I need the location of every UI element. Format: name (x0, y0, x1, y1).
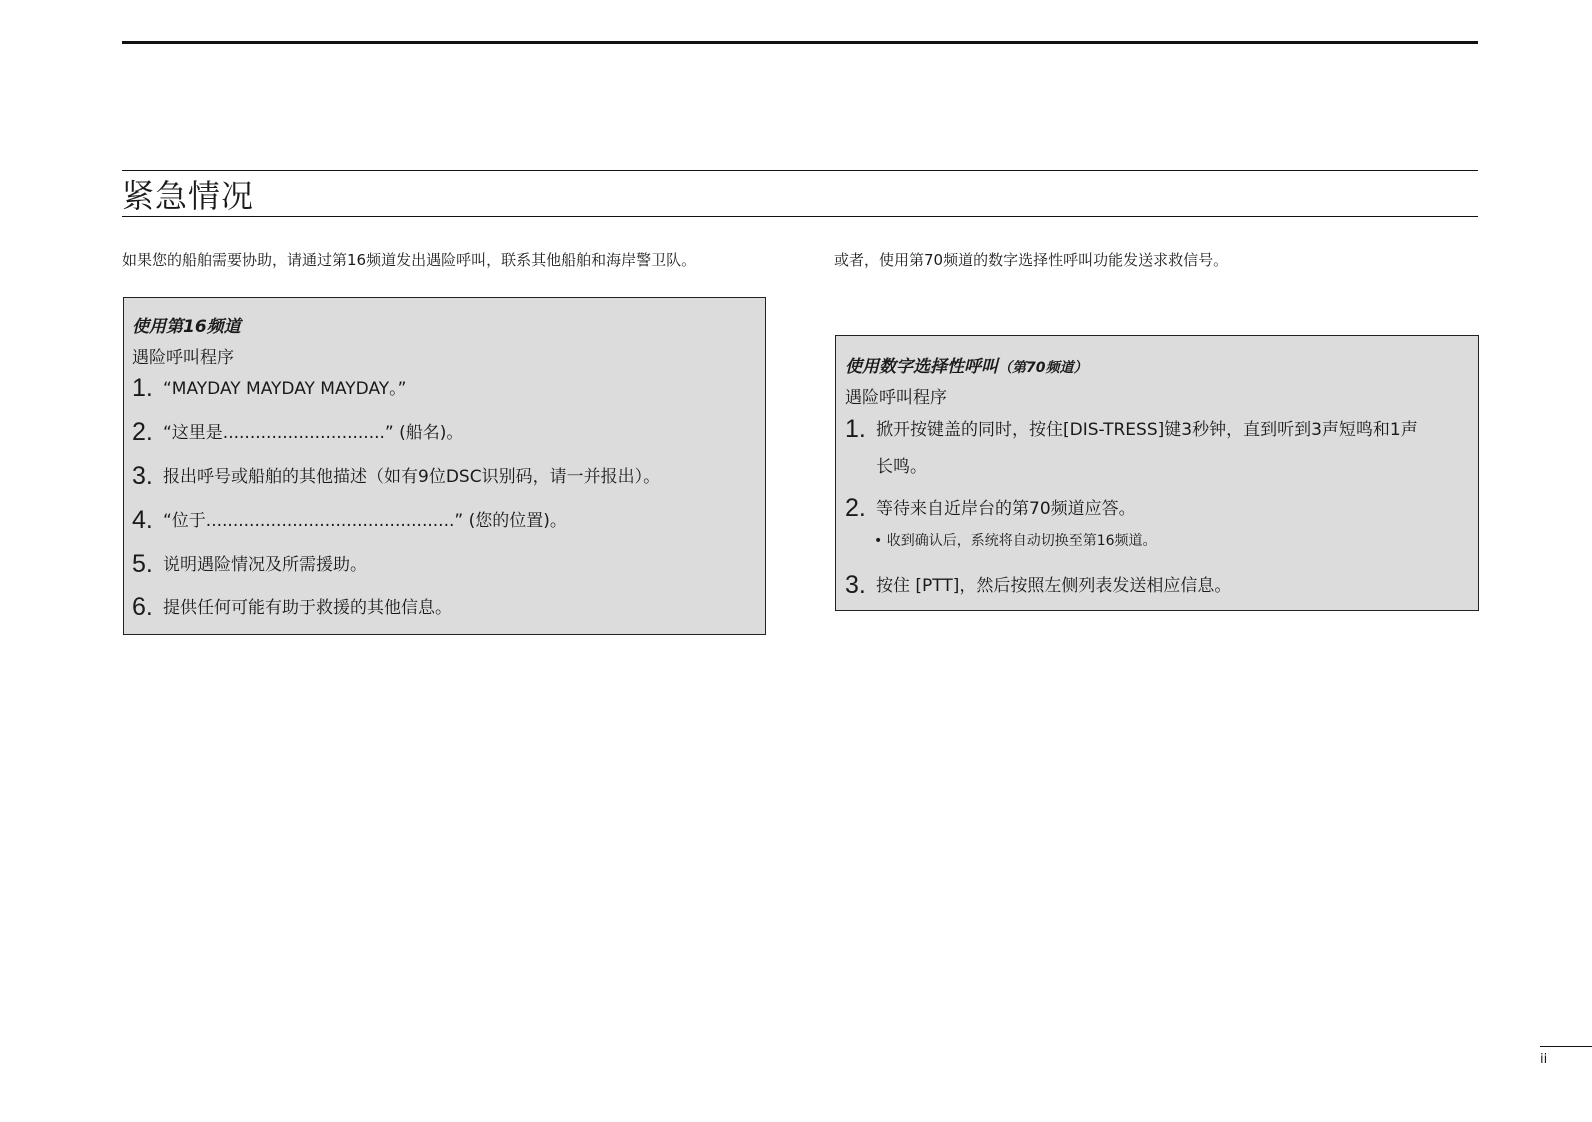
section-title: 紧急情况 (122, 177, 255, 215)
step-number: 2. (132, 418, 153, 446)
step-text: 掀开按键盖的同时，按住[DIS-TRESS]键3秒钟，直到听到3声短鸣和1声 (876, 420, 1418, 440)
box-subheading: 遇险呼叫程序 (132, 348, 234, 368)
title-rule-bottom (122, 216, 1478, 217)
header-rule (122, 41, 1478, 44)
step-text: 等待来自近岸台的第70频道应答。 (876, 499, 1136, 519)
step-text: “MAYDAY MAYDAY MAYDAY。” (163, 379, 407, 399)
step-number: 3. (132, 462, 153, 490)
box-heading-suffix: （第70频道） (998, 360, 1088, 376)
step-note: • 收到确认后，系统将自动切换至第16频道。 (874, 533, 1157, 549)
step-text: “这里是..............................” (船名)。 (163, 423, 464, 443)
title-rule-top (122, 170, 1478, 171)
step-number: 1. (845, 415, 866, 443)
step-text-continued: 长鸣。 (876, 457, 927, 477)
box-heading: 使用第16频道 (132, 317, 241, 337)
page-number-rule (1540, 1046, 1592, 1047)
dsc-procedure-box (835, 335, 1479, 611)
step-text: 按住 [PTT]，然后按照左侧列表发送相应信息。 (876, 576, 1232, 596)
intro-right-paragraph: 或者，使用第70频道的数字选择性呼叫功能发送求救信号。 (834, 251, 1229, 269)
step-text: “位于..............................................” (您的位置)。 (163, 511, 567, 531)
step-text: 提供任何可能有助于救援的其他信息。 (163, 598, 452, 618)
box-heading-main: 使用数字选择性呼叫 (845, 357, 998, 377)
channel16-procedure-box (123, 297, 766, 635)
step-text: 报出呼号或船舶的其他描述（如有9位DSC识别码，请一并报出）。 (163, 467, 661, 487)
box-heading (845, 356, 1087, 379)
step-number: 2. (845, 494, 866, 522)
page-number: ii (1540, 1052, 1548, 1067)
step-text: 说明遇险情况及所需援助。 (163, 555, 367, 575)
intro-left-paragraph: 如果您的船舶需要协助，请通过第16频道发出遇险呼叫，联系其他船舶和海岸警卫队。 (122, 251, 697, 269)
step-number: 6. (132, 593, 153, 621)
step-number: 1. (132, 374, 153, 402)
step-number: 5. (132, 550, 153, 578)
step-number: 4. (132, 506, 153, 534)
box-subheading: 遇险呼叫程序 (845, 388, 947, 408)
step-number: 3. (845, 571, 866, 599)
